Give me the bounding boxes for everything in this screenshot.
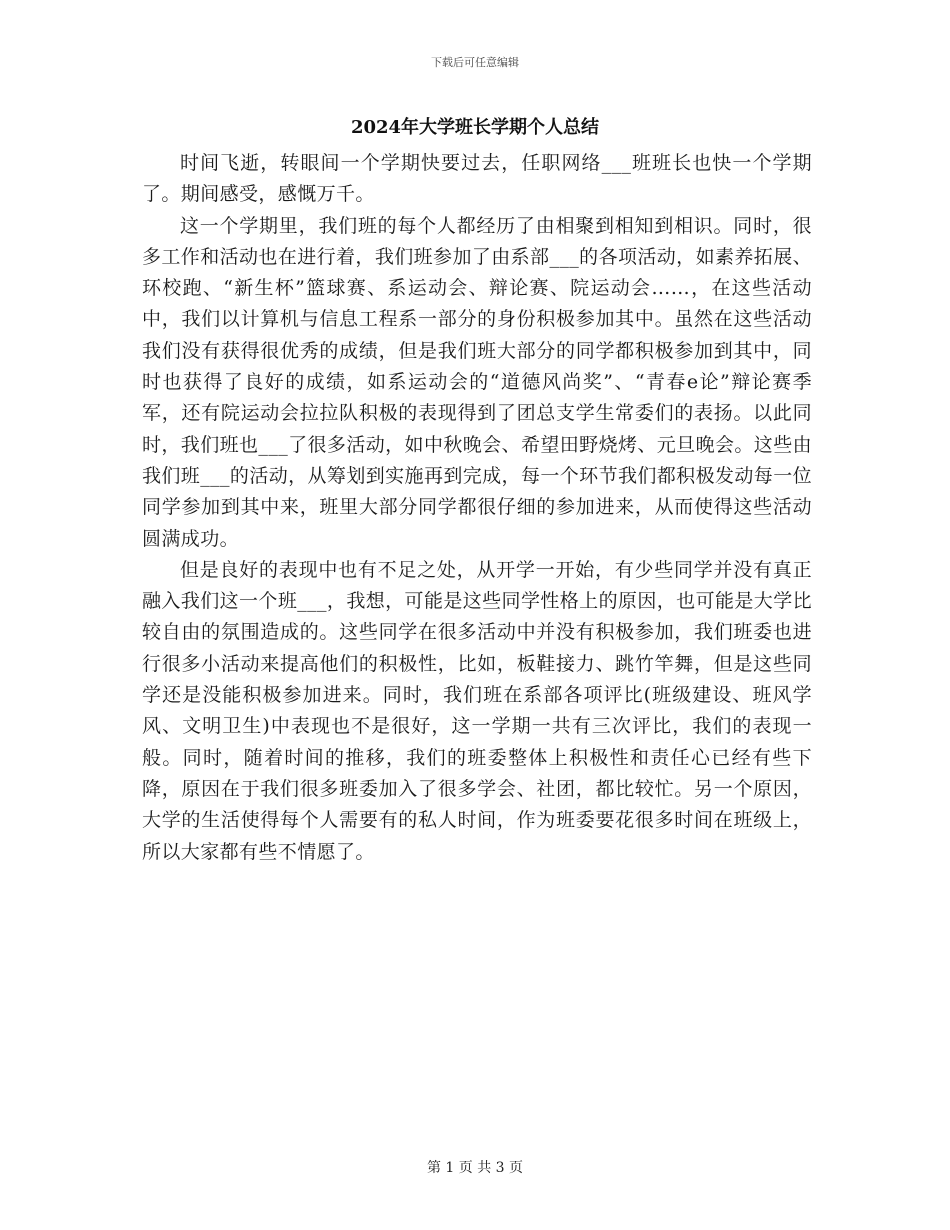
- paragraph-3: 但是良好的表现中也有不足之处，从开学一开始，有少些同学并没有真正融入我们这一个班___，我想，可能是这些同学性格上的原因，也可能是大学比较自由的氛围造成的。这些同学在很多活动中并没有积极参加，我们班委也进行很多小活动来提高他们的积极性，比如，板鞋接力、跳竹竿舞，但是这些同学还是没能积极参加进来。同时，我们班在系部各项评比(班级建设、班风学风、文明卫生)中表现也不是很好，这一学期一共有三次评比，我们的表现一般。同时，随着时间的推移，我们的班委整体上积极性和责任心已经有些下降，原因在于我们很多班委加入了很多学会、社团，都比较忙。另一个原因，大学的生活使得每个人需要有的私人时间，作为班委要花很多时间在班级上，所以大家都有些不情愿了。: [142, 558, 812, 863]
- header-note: 下载后可任意编辑: [431, 56, 519, 69]
- paragraph-1: 时间飞逝，转眼间一个学期快要过去，任职网络___班班长也快一个学期了。期间感受，感慨万千。: [142, 152, 812, 206]
- page-number: 第 1 页 共 3 页: [426, 1160, 524, 1176]
- paragraph-2: 这一个学期里，我们班的每个人都经历了由相聚到相知到相识。同时，很多工作和活动也在进行着，我们班参加了由系部___的各项活动，如素养拓展、环校跑、“新生杯”篮球赛、系运动会、辩论赛、院运动会……，在这些活动中，我们以计算机与信息工程系一部分的身份积极参加其中。虽然在这些活动我们没有获得很优秀的成绩，但是我们班大部分的同学都积极参加到其中，同时也获得了良好的成绩，如系运动会的“道德风尚奖”、“青春e论”辩论赛季军，还有院运动会拉拉队积极的表现得到了团总支学生常委们的表扬。以此同时，我们班也___了很多活动，如中秋晚会、希望田野烧烤、元旦晚会。这些由我们班___的活动，从筹划到实施再到完成，每一个环节我们都积极发动每一位同学参加到其中来，班里大部分同学都很仔细的参加进来，从而使得这些活动圆满成功。: [142, 214, 812, 550]
- document-body: [142, 148, 812, 868]
- document-title: 2024年大学班长学期个人总结: [350, 117, 600, 138]
